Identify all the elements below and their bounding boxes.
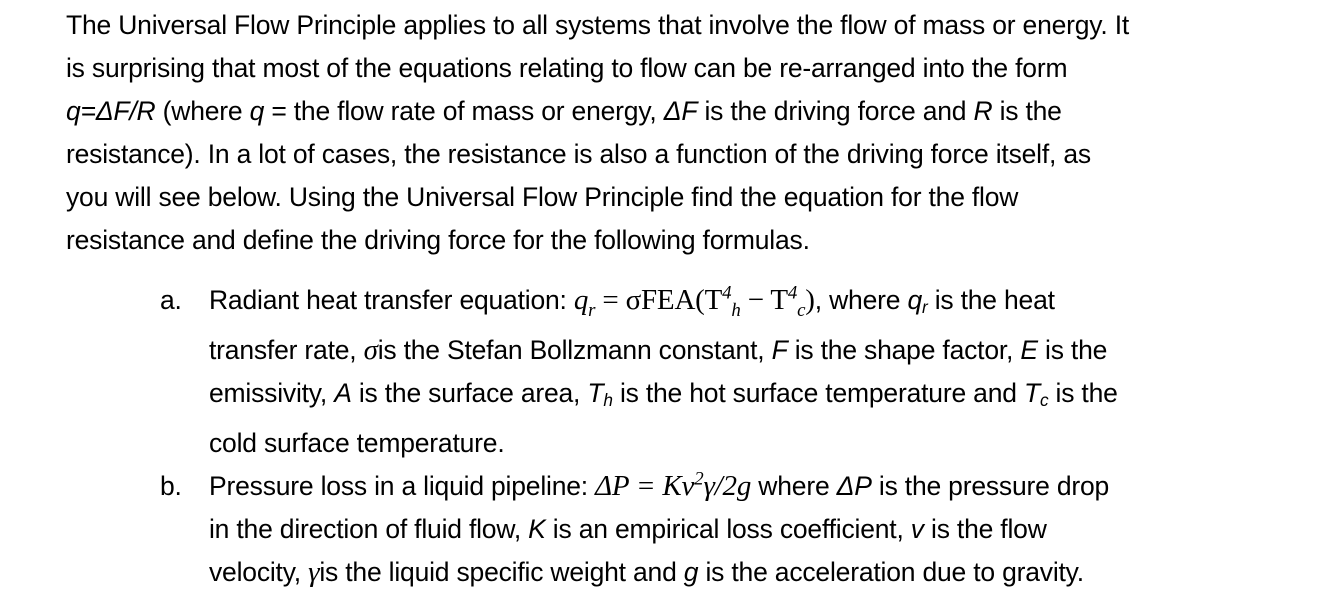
item-a-line-1: Radiant heat transfer equation: $q_r = \sigma FEA(T^4_h - T^4_c)$, where qr is the heat	[209, 282, 1055, 321]
flow-formula: q=ΔF/R	[66, 96, 156, 126]
item-a-line-2: transfer rate, σis the Stefan Bollzmann constant, F is the shape factor, E is the	[209, 334, 1108, 366]
item-b-line-3: velocity, γis the liquid specific weight and g is the acceleration due to gravity.	[209, 556, 1084, 588]
list-item-a	[160, 279, 1300, 465]
intro-line-5: you will see below. Using the Universal Flow Principle find the equation for the flow	[66, 182, 1019, 212]
radiant-equation: $q_r = \sigma FEA(T^4_h - T^4_c)$	[573, 282, 815, 321]
item-b-line-1: Pressure loss in a liquid pipeline: $\Delta P = Kv^2\gamma/2g$ where ΔP is the pressure drop	[209, 468, 1110, 502]
intro-line-4: resistance). In a lot of cases, the resistance is also a function of the driving force itself, as	[66, 139, 1091, 169]
formula-list	[160, 279, 1300, 594]
intro-line-3: q=ΔF/R (where q = the flow rate of mass or energy, ΔF is the driving force and R is the	[66, 96, 1062, 126]
intro-line-2: is surprising that most of the equations relating to flow can be re-arranged into the form	[66, 53, 1068, 83]
item-b-line-2: in the direction of fluid flow, K is an empirical loss coefficient, v is the flow	[209, 514, 1047, 544]
list-marker-b: b.	[160, 471, 182, 501]
item-a-line-3: emissivity, A is the surface area, Th is the hot surface temperature and Tc is the	[209, 378, 1118, 410]
intro-paragraph	[66, 4, 1306, 262]
intro-line-1: The Universal Flow Principle applies to all systems that involve the flow of mass or energy. It	[66, 10, 1130, 40]
list-item-b	[160, 465, 1300, 594]
intro-line-6: resistance and define the driving force for the following formulas.	[66, 225, 810, 255]
item-a-line-4: cold surface temperature.	[209, 428, 505, 458]
pressure-equation: $\Delta P = Kv^2\gamma/2g$	[595, 468, 752, 502]
list-marker-a: a.	[160, 285, 182, 315]
